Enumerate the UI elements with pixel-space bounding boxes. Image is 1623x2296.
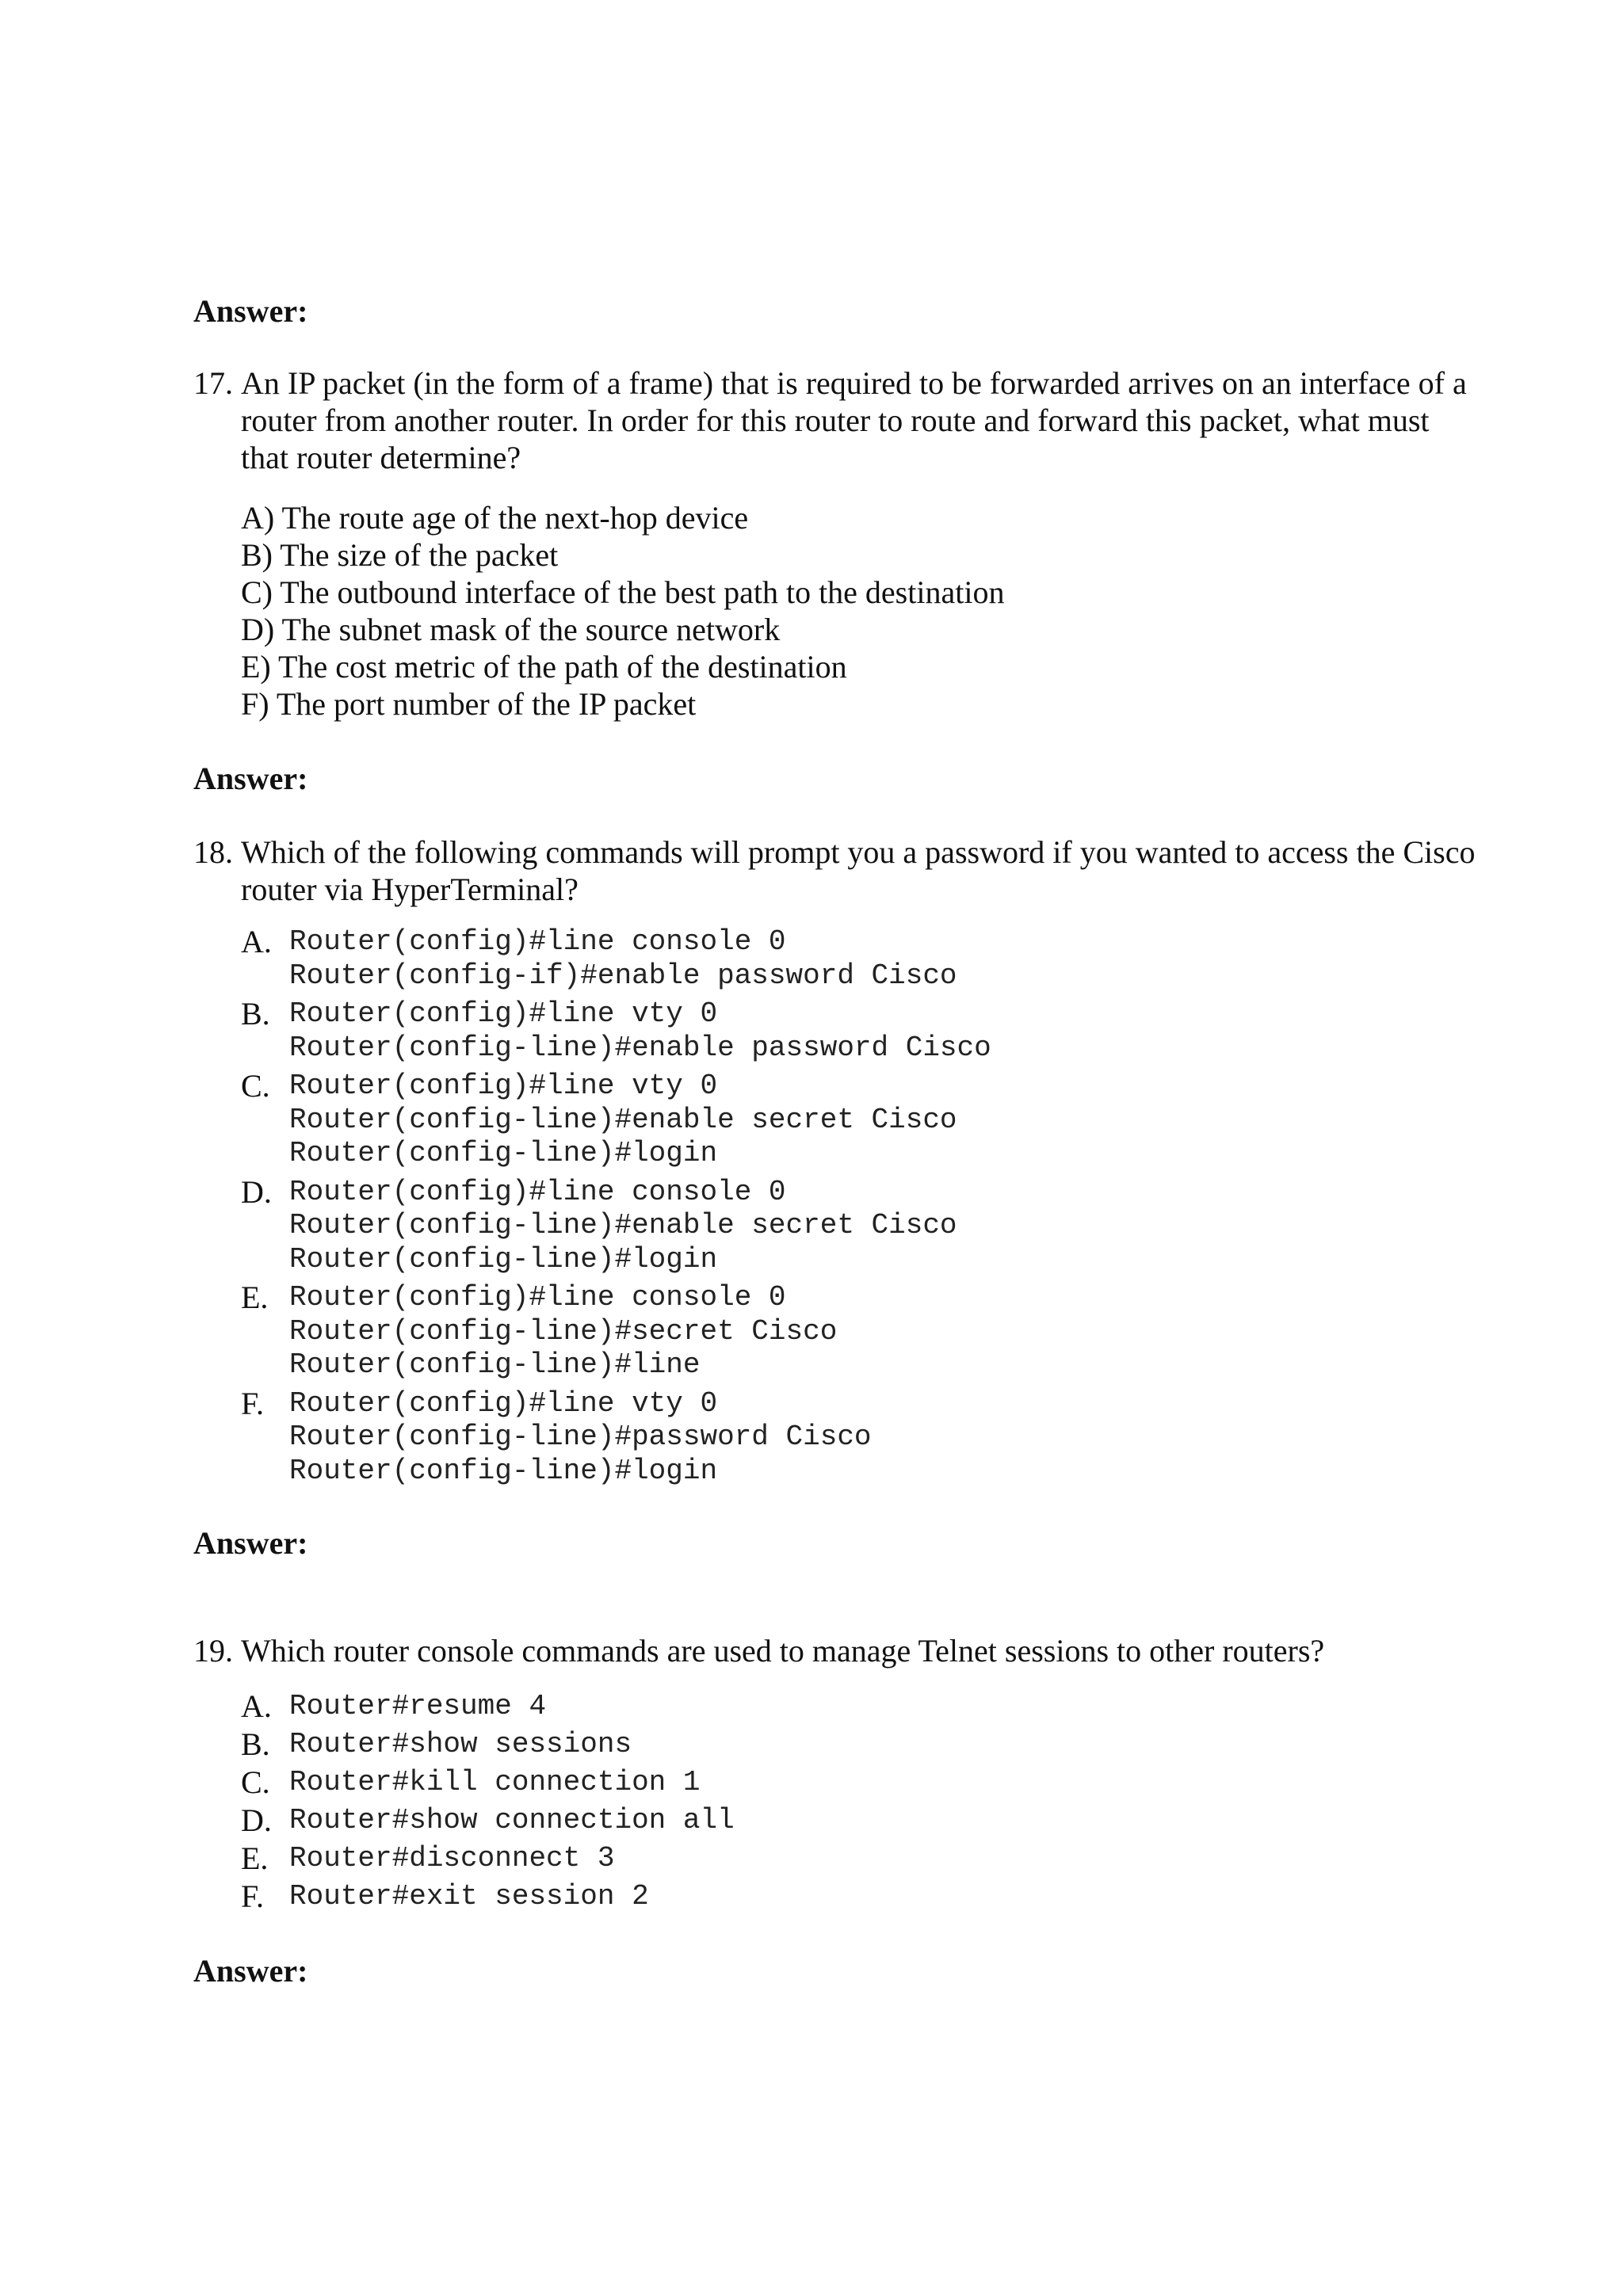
question-17-option-a: A) The route age of the next-hop device [241, 500, 749, 536]
answer-label-18: Answer: [193, 1525, 308, 1561]
option-letter: E. [241, 1280, 269, 1315]
question-18-option-b [241, 997, 991, 1065]
answer-label-17: Answer: [193, 761, 308, 796]
question-17-text: An IP packet (in the form of a frame) that is required to be forwarded arrives on an interface of a router from another router. In order for this router to route and forward this packet, what must that router determine? [241, 365, 1467, 475]
question-19-number: 19. [193, 1633, 233, 1669]
option-letter: B. [241, 996, 270, 1032]
question-17 [193, 364, 1477, 476]
code-line: Router(config)#line vty 0 [289, 997, 718, 1030]
code-line: Router(config-if)#enable password Cisco [289, 959, 957, 992]
question-18-option-f [241, 1387, 991, 1489]
question-17-option-b: B) The size of the packet [241, 537, 559, 573]
code-line: Router#disconnect 3 [289, 1842, 615, 1875]
code-line: Router(config-line)#secret Cisco [289, 1314, 838, 1348]
code-line: Router(config-line)#enable password Cisco [289, 1031, 991, 1064]
question-19-option-b [241, 1726, 735, 1764]
question-19-option-d [241, 1802, 735, 1840]
option-letter: E. [241, 1840, 269, 1876]
code-line: Router(config)#line console 0 [289, 1281, 786, 1314]
code-line: Router(config-line)#line [289, 1348, 701, 1381]
question-17-option-c: C) The outbound interface of the best path to the destination [241, 574, 1005, 610]
answer-label-16: Answer: [193, 293, 308, 329]
code-line: Router#show connection all [289, 1804, 735, 1836]
code-line: Router(config-line)#login [289, 1242, 718, 1276]
code-line: Router(config)#line vty 0 [289, 1386, 718, 1420]
question-17-options [241, 499, 1004, 723]
code-line: Router(config-line)#login [289, 1137, 718, 1169]
question-19-text: Which router console commands are used to manage Telnet sessions to other routers? [241, 1633, 1325, 1669]
code-line: Router(config)#line console 0 [289, 925, 786, 958]
question-19 [193, 1632, 1477, 1669]
option-letter: C. [241, 1068, 270, 1104]
question-19-option-a [241, 1688, 735, 1726]
code-line: Router(config-line)#password Cisco [289, 1421, 872, 1453]
code-line: Router(config-line)#enable secret Cisco [289, 1209, 957, 1241]
question-18-number: 18. [193, 834, 233, 870]
option-letter: F. [241, 1385, 265, 1421]
question-19-option-c [241, 1764, 735, 1802]
question-19-option-e [241, 1840, 735, 1878]
question-18-option-a [241, 925, 991, 993]
code-line: Router#show sessions [289, 1728, 632, 1760]
code-line: Router(config-line)#enable secret Cisco [289, 1103, 957, 1136]
question-17-option-d: D) The subnet mask of the source network [241, 612, 781, 647]
code-line: Router(config-line)#login [289, 1454, 718, 1487]
option-letter: D. [241, 1802, 272, 1838]
question-17-option-e: E) The cost metric of the path of the destination [241, 649, 847, 685]
question-18-option-c [241, 1070, 991, 1171]
question-17-number: 17. [193, 365, 233, 401]
code-line: Router(config)#line vty 0 [289, 1070, 718, 1102]
code-line: Router#kill connection 1 [289, 1766, 701, 1798]
option-letter: C. [241, 1764, 270, 1800]
option-letter: A. [241, 924, 272, 959]
question-18-option-d [241, 1173, 991, 1277]
question-18-option-e [241, 1281, 991, 1383]
option-letter: A. [241, 1688, 272, 1724]
option-letter: D. [241, 1173, 272, 1210]
option-letter: F. [241, 1878, 265, 1914]
question-19-options [241, 1688, 735, 1916]
code-line: Router(config)#line console 0 [289, 1175, 786, 1208]
question-18 [193, 833, 1477, 908]
question-18-options [241, 925, 991, 1488]
answer-label-19: Answer: [193, 1953, 308, 1989]
code-line: Router#exit session 2 [289, 1880, 649, 1913]
option-letter: B. [241, 1726, 270, 1762]
question-17-option-f: F) The port number of the IP packet [241, 686, 697, 722]
question-19-option-f [241, 1878, 735, 1916]
question-18-text: Which of the following commands will prompt you a password if you wanted to access the Cisco router via HyperTerminal? [241, 834, 1476, 907]
code-line: Router#resume 4 [289, 1690, 547, 1722]
